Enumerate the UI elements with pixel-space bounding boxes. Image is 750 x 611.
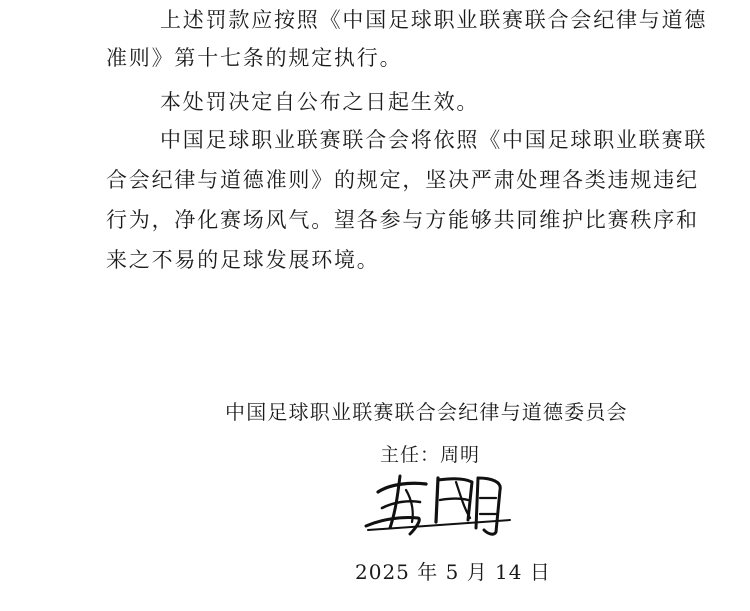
director-title: 主任：周明 [380,444,481,466]
body-line-5: 合会纪律与道德准则》的规定，坚决严肃处理各类违规违纪 [106,168,699,192]
body-line-1: 上述罚款应按照《中国足球职业联赛联合会纪律与道德 [160,8,708,32]
issuing-organization: 中国足球职业联赛联合会纪律与道德委员会 [225,400,628,424]
body-line-3: 本处罚决定自公布之日起生效。 [160,90,480,114]
handwritten-signature-icon [360,470,520,540]
body-line-7: 来之不易的足球发展环境。 [106,248,380,272]
body-line-6: 行为，净化赛场风气。望各参与方能够共同维护比赛秩序和 [106,208,699,232]
issue-date: 2025 年 5 月 14 日 [355,560,551,584]
body-line-2: 准则》第十七条的规定执行。 [106,46,403,70]
body-line-4: 中国足球职业联赛联合会将依照《中国足球职业联赛联 [160,128,708,152]
